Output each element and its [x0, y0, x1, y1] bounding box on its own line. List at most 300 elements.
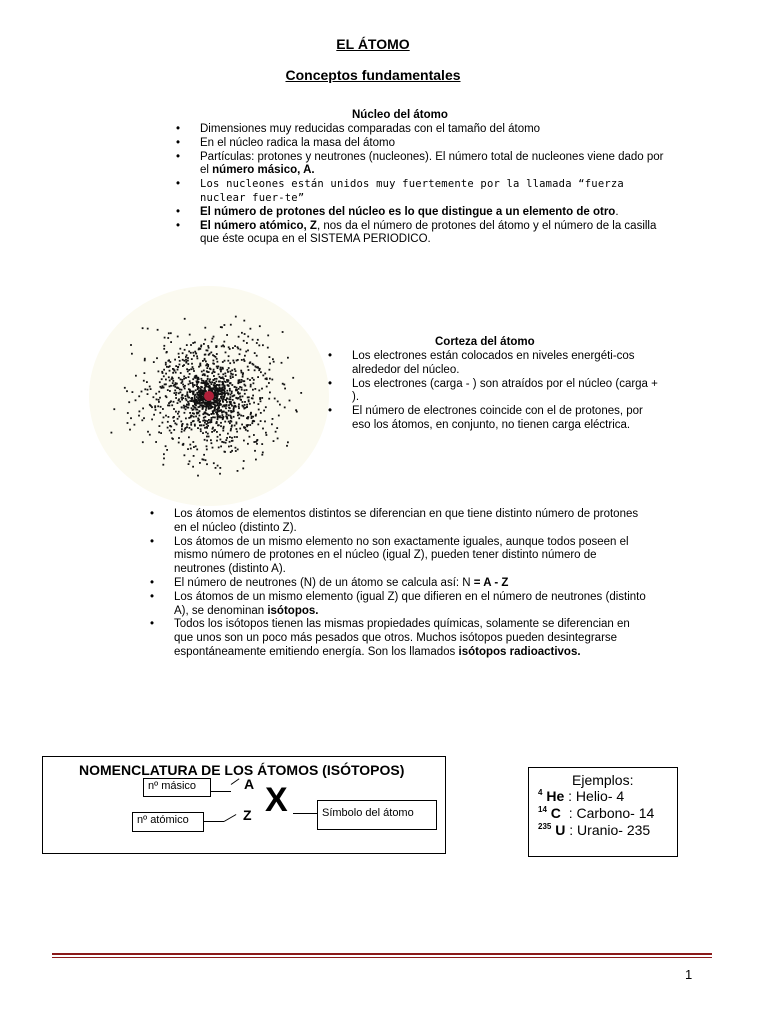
electron-dot — [242, 401, 244, 403]
electron-dot — [205, 361, 207, 363]
electron-dot — [266, 434, 268, 436]
electron-dot — [239, 386, 241, 388]
electron-dot — [203, 380, 205, 382]
electron-dot — [201, 389, 203, 391]
electron-dot — [195, 389, 197, 391]
electron-dot — [193, 401, 195, 403]
electron-dot — [262, 452, 264, 454]
electron-dot — [194, 398, 196, 400]
electron-dot — [187, 401, 189, 403]
electron-dot — [219, 390, 221, 392]
electron-dot — [241, 372, 243, 374]
electron-dot — [162, 408, 164, 410]
electron-dot — [138, 395, 140, 397]
electron-dot — [227, 360, 229, 362]
electron-dot — [235, 316, 237, 318]
electron-dot — [168, 332, 170, 334]
electron-dot — [189, 400, 191, 402]
electron-dot — [175, 397, 177, 399]
electron-dot — [177, 418, 179, 420]
electron-dot — [235, 397, 237, 399]
electron-dot — [229, 441, 231, 443]
electron-dot — [233, 408, 235, 410]
electron-dot — [239, 353, 241, 355]
electron-dot — [225, 407, 227, 409]
electron-dot — [214, 408, 216, 410]
electron-dot — [160, 432, 162, 434]
electron-dot — [233, 405, 235, 407]
electron-dot — [174, 390, 176, 392]
electron-dot — [229, 436, 231, 438]
electron-dot — [189, 382, 191, 384]
electron-dot — [206, 413, 208, 415]
electron-dot — [221, 441, 223, 443]
electron-dot — [248, 399, 250, 401]
electron-dot — [256, 443, 258, 445]
electron-dot — [185, 377, 187, 379]
electron-dot — [216, 431, 218, 433]
electron-dot — [181, 382, 183, 384]
electron-dot — [226, 412, 228, 414]
electron-dot — [229, 348, 231, 350]
electron-dot — [241, 332, 243, 334]
electron-dot — [197, 358, 199, 360]
electron-dot — [231, 417, 233, 419]
electron-dot — [252, 363, 254, 365]
electron-dot — [203, 343, 205, 345]
electron-dot — [259, 368, 261, 370]
list-item: • Los átomos de un mismo elemento (igual Z) que difieren en el número de neutrones (distinto A), se denominan isótopos. — [150, 590, 646, 617]
electron-dot — [193, 455, 195, 457]
electron-dot — [226, 437, 228, 439]
corteza-list — [328, 350, 658, 433]
electron-dot — [269, 363, 271, 365]
electron-dot — [206, 367, 208, 369]
electron-dot — [138, 415, 140, 417]
electron-dot — [189, 444, 191, 446]
electron-dot — [174, 384, 176, 386]
electron-dot — [131, 353, 133, 355]
electron-dot — [225, 381, 227, 383]
electron-dot — [223, 396, 225, 398]
electron-dot — [159, 381, 161, 383]
electron-dot — [217, 366, 219, 368]
electron-dot — [269, 392, 271, 394]
electron-dot — [221, 345, 223, 347]
electron-dot — [202, 405, 204, 407]
atomico-leader-line-2 — [224, 814, 237, 822]
electron-dot — [158, 371, 160, 373]
electron-dot — [215, 398, 217, 400]
electron-dot — [193, 413, 195, 415]
electron-dot — [210, 419, 212, 421]
electron-dot — [181, 397, 183, 399]
electron-dot — [216, 353, 218, 355]
electron-dot — [220, 371, 222, 373]
electron-dot — [193, 409, 195, 411]
electron-dot — [220, 425, 222, 427]
electron-dot — [208, 402, 210, 404]
ejemplo-helio: $^4$ He : Helio- 4 — [538, 788, 625, 804]
footer-rule — [52, 953, 712, 955]
electron-dot — [193, 446, 195, 448]
electron-dot — [173, 408, 175, 410]
electron-dot — [242, 376, 244, 378]
electron-dot — [184, 454, 186, 456]
electron-dot — [200, 346, 202, 348]
electron-dot — [180, 391, 182, 393]
electron-dot — [185, 408, 187, 410]
electron-dot — [246, 404, 248, 406]
electron-dot — [203, 382, 205, 384]
electron-dot — [189, 380, 191, 382]
electron-dot — [200, 428, 202, 430]
electron-dot — [181, 399, 183, 401]
electron-dot — [144, 360, 146, 362]
electron-dot — [186, 426, 188, 428]
electron-dot — [190, 424, 192, 426]
electron-dot — [222, 406, 224, 408]
electron-dot — [194, 424, 196, 426]
electron-dot — [166, 352, 168, 354]
electron-dot — [224, 373, 226, 375]
electron-dot — [189, 373, 191, 375]
electron-dot — [144, 388, 146, 390]
electron-dot — [186, 344, 188, 346]
electron-dot — [188, 383, 190, 385]
electron-dot — [178, 353, 180, 355]
electron-dot — [184, 349, 186, 351]
electron-dot — [130, 344, 132, 346]
electron-dot — [199, 415, 201, 417]
electron-dot — [159, 425, 161, 427]
electron-dot — [236, 431, 238, 433]
electron-dot — [215, 411, 217, 413]
electron-dot — [238, 407, 240, 409]
electron-dot — [235, 450, 237, 452]
electron-dot — [178, 411, 180, 413]
electron-dot — [209, 385, 211, 387]
electron-dot — [111, 432, 113, 434]
electron-dot — [142, 408, 144, 410]
electron-dot — [200, 430, 202, 432]
electron-dot — [208, 436, 210, 438]
electron-dot — [184, 412, 186, 414]
electron-dot — [170, 432, 172, 434]
electron-dot — [185, 356, 187, 358]
electron-dot — [237, 346, 239, 348]
electron-dot — [192, 366, 194, 368]
electron-dot — [212, 416, 214, 418]
electron-dot — [200, 386, 202, 388]
electron-dot — [244, 384, 246, 386]
electron-dot — [269, 369, 271, 371]
electron-dot — [224, 451, 226, 453]
electron-dot — [189, 460, 191, 462]
electron-dot — [242, 468, 244, 470]
masico-leader-line — [211, 791, 231, 792]
electron-dot — [193, 416, 195, 418]
electron-dot — [217, 416, 219, 418]
electron-dot — [238, 388, 240, 390]
electron-dot — [258, 390, 260, 392]
electron-dot — [206, 383, 208, 385]
electron-dot — [258, 345, 260, 347]
electron-dot — [203, 370, 205, 372]
electron-dot — [124, 387, 126, 389]
electron-dot — [266, 386, 268, 388]
electron-dot — [245, 351, 247, 353]
electron-dot — [225, 352, 227, 354]
electron-dot — [228, 367, 230, 369]
electron-dot — [135, 375, 137, 377]
electron-dot — [244, 404, 246, 406]
electron-dot — [198, 419, 200, 421]
electron-dot — [216, 358, 218, 360]
electron-dot — [192, 384, 194, 386]
electron-dot — [257, 367, 259, 369]
electron-dot — [218, 447, 220, 449]
electron-dot — [173, 429, 175, 431]
electron-dot — [143, 380, 145, 382]
electron-dot — [159, 412, 161, 414]
electron-dot — [245, 429, 247, 431]
electron-dot — [188, 388, 190, 390]
electron-dot — [198, 381, 200, 383]
electron-dot — [247, 397, 249, 399]
electron-dot — [178, 437, 180, 439]
electron-dot — [212, 354, 214, 356]
electron-dot — [149, 404, 151, 406]
electron-dot — [230, 445, 232, 447]
electron-dot — [220, 446, 222, 448]
electron-dot — [205, 365, 207, 367]
electron-dot — [141, 391, 143, 393]
electron-dot — [204, 373, 206, 375]
electron-dot — [224, 421, 226, 423]
electron-dot — [182, 384, 184, 386]
electron-dot — [221, 326, 223, 328]
electron-dot — [201, 378, 203, 380]
electron-dot — [259, 325, 261, 327]
electron-dot — [237, 392, 239, 394]
electron-dot — [173, 401, 175, 403]
electron-dot — [192, 382, 194, 384]
electron-dot — [244, 333, 246, 335]
electron-dot — [253, 379, 255, 381]
electron-dot — [220, 422, 222, 424]
electron-dot — [217, 465, 219, 467]
electron-dot — [257, 339, 259, 341]
electron-dot — [218, 398, 220, 400]
electron-dot — [224, 393, 226, 395]
electron-dot — [127, 422, 129, 424]
electron-dot — [183, 364, 185, 366]
electron-dot — [260, 371, 262, 373]
electron-dot — [241, 389, 243, 391]
electron-dot — [232, 347, 234, 349]
electron-dot — [222, 411, 224, 413]
electron-dot — [211, 431, 213, 433]
electron-dot — [187, 448, 189, 450]
electron-dot — [215, 390, 217, 392]
electron-dot — [228, 410, 230, 412]
electron-dot — [196, 449, 198, 451]
electron-dot — [226, 416, 228, 418]
electron-dot — [211, 372, 213, 374]
electron-dot — [237, 382, 239, 384]
electron-dot — [173, 370, 175, 372]
electron-dot — [216, 398, 218, 400]
electron-dot — [154, 405, 156, 407]
electron-dot — [223, 389, 225, 391]
electron-dot — [244, 355, 246, 357]
electron-dot — [167, 389, 169, 391]
electron-dot — [188, 417, 190, 419]
electron-dot — [204, 427, 206, 429]
electron-dot — [182, 444, 184, 446]
electron-dot — [219, 467, 221, 469]
electron-dot — [199, 364, 201, 366]
electron-dot — [185, 362, 187, 364]
electron-dot — [188, 351, 190, 353]
electron-dot — [228, 346, 230, 348]
electron-dot — [149, 386, 151, 388]
electron-dot — [252, 339, 254, 341]
electron-dot — [169, 380, 171, 382]
electron-dot — [158, 401, 160, 403]
electron-dot — [189, 412, 191, 414]
list-item: • El número de neutrones (N) de un átomo se calcula así: N = A - Z — [150, 576, 509, 589]
electron-dot — [196, 402, 198, 404]
numero-masico-label: nº másico — [143, 778, 211, 797]
electron-dot — [286, 445, 288, 447]
electron-dot — [209, 380, 211, 382]
electron-dot — [183, 378, 185, 380]
electron-dot — [147, 431, 149, 433]
list-item: • El número atómico, Z, nos da el número de protones del átomo y el número de la casilla que éste ocupa en el SISTEMA PERIODICO. — [176, 219, 657, 246]
electron-dot — [201, 371, 203, 373]
electron-dot — [253, 402, 255, 404]
electron-dot — [161, 371, 163, 373]
electron-dot — [222, 430, 224, 432]
electron-dot — [206, 427, 208, 429]
electron-dot — [213, 388, 215, 390]
electron-dot — [213, 369, 215, 371]
electron-dot — [147, 328, 149, 330]
electron-dot — [235, 447, 237, 449]
electron-dot — [187, 407, 189, 409]
electron-dot — [230, 403, 232, 405]
electron-dot — [212, 379, 214, 381]
electron-dot — [244, 393, 246, 395]
electron-dot — [205, 385, 207, 387]
electron-dot — [239, 428, 241, 430]
document-subtitle: Conceptos fundamentales — [285, 67, 461, 83]
electron-dot — [165, 445, 167, 447]
electron-dot — [256, 355, 258, 357]
electron-dot — [195, 353, 197, 355]
electron-dot — [284, 388, 286, 390]
electron-dot — [207, 420, 209, 422]
electron-dot — [204, 327, 206, 329]
electron-dot — [216, 409, 218, 411]
electron-dot — [238, 336, 240, 338]
simbolo-label: Símbolo del átomo — [317, 800, 437, 830]
electron-dot — [209, 368, 211, 370]
electron-dot — [156, 399, 158, 401]
electron-dot — [171, 377, 173, 379]
electron-dot — [214, 405, 216, 407]
electron-dot — [187, 357, 189, 359]
electron-dot — [242, 374, 244, 376]
electron-dot — [234, 368, 236, 370]
electron-dot — [218, 385, 220, 387]
electron-dot — [217, 436, 219, 438]
electron-dot — [177, 336, 179, 338]
electron-dot — [225, 375, 227, 377]
electron-dot — [180, 421, 182, 423]
symbol-Z: Z — [243, 807, 252, 823]
electron-dot — [271, 423, 273, 425]
electron-dot — [142, 441, 144, 443]
electron-dot — [177, 402, 179, 404]
electron-dot — [196, 392, 198, 394]
electron-dot — [227, 433, 229, 435]
electron-dot — [193, 370, 195, 372]
electron-dot — [287, 441, 289, 443]
electron-dot — [271, 379, 273, 381]
electron-dot — [192, 466, 194, 468]
electron-dot — [243, 408, 245, 410]
electron-dot — [169, 365, 171, 367]
electron-dot — [235, 389, 237, 391]
electron-dot — [219, 434, 221, 436]
electron-dot — [173, 420, 175, 422]
electron-dot — [169, 390, 171, 392]
electron-dot — [199, 348, 201, 350]
electron-dot — [165, 415, 167, 417]
electron-dot — [174, 392, 176, 394]
electron-dot — [214, 371, 216, 373]
electron-dot — [223, 441, 225, 443]
document-title: EL ÁTOMO — [336, 36, 410, 52]
electron-dot — [230, 415, 232, 417]
electron-dot — [165, 362, 167, 364]
electron-dot — [158, 391, 160, 393]
electron-dot — [207, 378, 209, 380]
electron-dot — [147, 389, 149, 391]
electron-dot — [230, 371, 232, 373]
electron-dot — [232, 376, 234, 378]
electron-dot — [210, 407, 212, 409]
electron-dot — [181, 425, 183, 427]
electron-dot — [184, 388, 186, 390]
electron-dot — [287, 357, 289, 359]
electron-dot — [275, 431, 277, 433]
electron-dot — [231, 437, 233, 439]
electron-dot — [181, 407, 183, 409]
electron-dot — [209, 388, 211, 390]
electron-dot — [188, 436, 190, 438]
electron-dot — [209, 421, 211, 423]
electron-dot — [242, 415, 244, 417]
electron-dot — [195, 416, 197, 418]
electron-dot — [230, 428, 232, 430]
electron-dot — [198, 406, 200, 408]
list-item: • Los átomos de elementos distintos se diferencian en que tiene distinto número de protones en el núcleo (distinto Z). — [150, 508, 639, 534]
electron-dot — [264, 373, 266, 375]
